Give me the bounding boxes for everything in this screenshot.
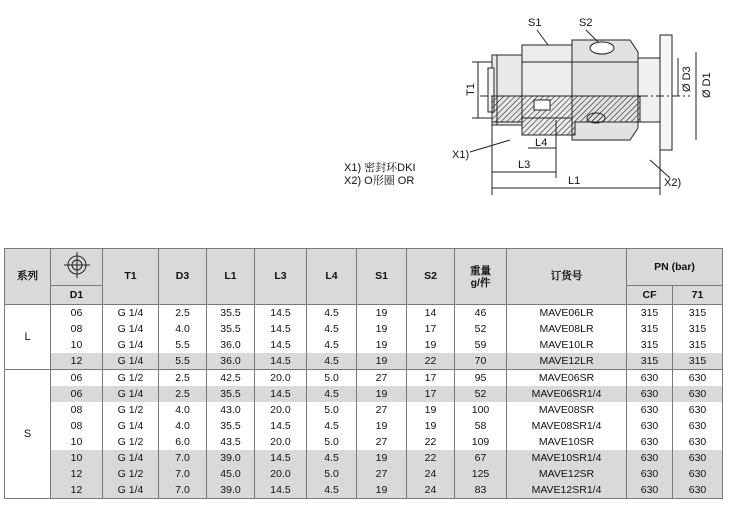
- table-cell: 27: [357, 434, 407, 450]
- table-cell: MAVE10LR: [507, 337, 627, 353]
- table-cell: 19: [407, 402, 455, 418]
- table-row: [5, 402, 723, 418]
- spec-table-body: [5, 305, 723, 499]
- table-cell: 27: [357, 466, 407, 482]
- table-cell: 630: [673, 402, 723, 418]
- table-cell: G 1/4: [103, 418, 159, 434]
- table-cell: G 1/4: [103, 386, 159, 402]
- table-cell: 24: [407, 466, 455, 482]
- table-cell: 08: [51, 402, 103, 418]
- l3-label: L3: [518, 159, 531, 171]
- table-cell: 315: [627, 305, 673, 322]
- table-cell: 12: [51, 466, 103, 482]
- table-cell: 630: [673, 466, 723, 482]
- table-cell: 630: [627, 370, 673, 387]
- table-cell: MAVE10SR: [507, 434, 627, 450]
- series-cell: S: [5, 370, 51, 499]
- table-cell: 83: [455, 482, 507, 499]
- table-cell: G 1/4: [103, 321, 159, 337]
- table-cell: 22: [407, 434, 455, 450]
- x1-label: X1): [452, 149, 470, 161]
- table-cell: 14: [407, 305, 455, 322]
- header-weight: 重量 g/件: [455, 249, 507, 305]
- table-cell: 14.5: [255, 337, 307, 353]
- table-cell: 95: [455, 370, 507, 387]
- table-cell: G 1/4: [103, 337, 159, 353]
- table-cell: G 1/4: [103, 450, 159, 466]
- table-cell: 14.5: [255, 353, 307, 370]
- table-row: [5, 466, 723, 482]
- table-cell: 14.5: [255, 450, 307, 466]
- table-cell: MAVE10SR1/4: [507, 450, 627, 466]
- table-cell: 4.5: [307, 386, 357, 402]
- table-cell: 4.5: [307, 418, 357, 434]
- table-row: [5, 482, 723, 499]
- table-cell: 7.0: [159, 450, 207, 466]
- table-row: [5, 370, 723, 387]
- header-order: 订货号: [507, 249, 627, 305]
- table-cell: 19: [357, 337, 407, 353]
- table-cell: 4.5: [307, 321, 357, 337]
- header-l3: L3: [255, 249, 307, 305]
- table-cell: 2.5: [159, 386, 207, 402]
- table-cell: G 1/4: [103, 353, 159, 370]
- table-cell: 5.0: [307, 370, 357, 387]
- table-cell: 36.0: [207, 353, 255, 370]
- table-cell: 630: [673, 386, 723, 402]
- table-cell: G 1/4: [103, 482, 159, 499]
- table-cell: 4.5: [307, 353, 357, 370]
- s2-label: S2: [579, 17, 593, 29]
- table-row: [5, 353, 723, 370]
- table-cell: 4.0: [159, 321, 207, 337]
- header-s1: S1: [357, 249, 407, 305]
- table-cell: 630: [673, 370, 723, 387]
- table-cell: 17: [407, 386, 455, 402]
- l1-label: L1: [568, 175, 581, 187]
- table-cell: 5.0: [307, 434, 357, 450]
- table-cell: 59: [455, 337, 507, 353]
- table-cell: G 1/2: [103, 434, 159, 450]
- header-t1: T1: [103, 249, 159, 305]
- table-cell: 5.5: [159, 337, 207, 353]
- table-cell: 14.5: [255, 305, 307, 322]
- table-cell: MAVE08SR1/4: [507, 418, 627, 434]
- table-cell: 4.5: [307, 305, 357, 322]
- header-d1: D1: [51, 286, 103, 305]
- table-cell: 4.5: [307, 450, 357, 466]
- table-cell: 19: [357, 353, 407, 370]
- table-cell: 12: [51, 353, 103, 370]
- table-cell: 315: [627, 321, 673, 337]
- table-cell: 630: [673, 450, 723, 466]
- table-cell: 315: [673, 353, 723, 370]
- table-cell: 43.0: [207, 402, 255, 418]
- table-cell: 10: [51, 434, 103, 450]
- table-cell: 19: [357, 305, 407, 322]
- table-cell: 35.5: [207, 305, 255, 322]
- table-cell: MAVE06SR: [507, 370, 627, 387]
- table-row: [5, 337, 723, 353]
- table-cell: 630: [627, 466, 673, 482]
- table-cell: 630: [627, 418, 673, 434]
- table-cell: 35.5: [207, 321, 255, 337]
- table-cell: G 1/2: [103, 370, 159, 387]
- table-cell: 109: [455, 434, 507, 450]
- table-cell: 5.0: [307, 402, 357, 418]
- table-cell: 20.0: [255, 402, 307, 418]
- note-x2: X2) O形圈 OR: [344, 175, 415, 187]
- table-cell: G 1/2: [103, 466, 159, 482]
- footnotes: [344, 162, 416, 188]
- header-l4: L4: [307, 249, 357, 305]
- table-cell: 19: [407, 418, 455, 434]
- table-row: [5, 418, 723, 434]
- l4-label: L4: [535, 137, 548, 149]
- table-cell: MAVE08LR: [507, 321, 627, 337]
- table-cell: 35.5: [207, 418, 255, 434]
- header-l1: L1: [207, 249, 255, 305]
- table-cell: 20.0: [255, 434, 307, 450]
- table-cell: 12: [51, 482, 103, 499]
- table-cell: 4.0: [159, 418, 207, 434]
- d3-label: Ø D3: [681, 66, 693, 92]
- table-cell: MAVE08SR: [507, 402, 627, 418]
- table-cell: 17: [407, 321, 455, 337]
- d1-icon: [51, 249, 103, 286]
- table-cell: 19: [357, 418, 407, 434]
- table-cell: 70: [455, 353, 507, 370]
- table-cell: 2.5: [159, 370, 207, 387]
- table-cell: 2.5: [159, 305, 207, 322]
- table-row: [5, 305, 723, 322]
- table-cell: 06: [51, 370, 103, 387]
- table-cell: 6.0: [159, 434, 207, 450]
- table-cell: 14.5: [255, 321, 307, 337]
- table-cell: MAVE12SR1/4: [507, 482, 627, 499]
- table-cell: 100: [455, 402, 507, 418]
- table-cell: 67: [455, 450, 507, 466]
- table-cell: 630: [673, 418, 723, 434]
- table-cell: 4.5: [307, 482, 357, 499]
- table-row: [5, 434, 723, 450]
- table-cell: 36.0: [207, 337, 255, 353]
- table-cell: 630: [627, 434, 673, 450]
- table-cell: 630: [627, 402, 673, 418]
- table-cell: 14.5: [255, 482, 307, 499]
- table-cell: 52: [455, 321, 507, 337]
- table-cell: 315: [627, 337, 673, 353]
- table-cell: 06: [51, 386, 103, 402]
- fitting-technical-drawing: [0, 0, 750, 245]
- table-cell: 27: [357, 370, 407, 387]
- table-cell: 24: [407, 482, 455, 499]
- table-cell: 58: [455, 418, 507, 434]
- table-cell: MAVE12LR: [507, 353, 627, 370]
- table-cell: 08: [51, 321, 103, 337]
- t1-label: T1: [465, 83, 477, 96]
- table-cell: 39.0: [207, 482, 255, 499]
- x2-label: X2): [664, 177, 682, 189]
- table-cell: 630: [673, 482, 723, 499]
- table-cell: 35.5: [207, 386, 255, 402]
- d1-label: Ø D1: [701, 72, 713, 98]
- table-cell: 19: [407, 337, 455, 353]
- header-series: 系列: [5, 249, 51, 305]
- table-cell: 19: [357, 386, 407, 402]
- table-cell: 5.5: [159, 353, 207, 370]
- table-cell: MAVE06SR1/4: [507, 386, 627, 402]
- table-cell: 42.5: [207, 370, 255, 387]
- table-cell: 10: [51, 450, 103, 466]
- table-cell: 10: [51, 337, 103, 353]
- table-cell: 19: [357, 450, 407, 466]
- table-cell: 20.0: [255, 466, 307, 482]
- table-cell: 4.5: [307, 337, 357, 353]
- table-cell: 315: [673, 321, 723, 337]
- table-cell: 315: [627, 353, 673, 370]
- spec-table: [4, 248, 723, 499]
- table-cell: 630: [627, 450, 673, 466]
- table-cell: 52: [455, 386, 507, 402]
- table-cell: 43.5: [207, 434, 255, 450]
- table-cell: 14.5: [255, 386, 307, 402]
- series-cell: L: [5, 305, 51, 370]
- table-cell: 45.0: [207, 466, 255, 482]
- table-cell: 7.0: [159, 466, 207, 482]
- table-cell: 4.0: [159, 402, 207, 418]
- table-cell: 630: [627, 386, 673, 402]
- table-cell: 630: [673, 434, 723, 450]
- table-cell: 5.0: [307, 466, 357, 482]
- header-s2: S2: [407, 249, 455, 305]
- table-cell: 315: [673, 337, 723, 353]
- table-cell: 46: [455, 305, 507, 322]
- table-row: [5, 450, 723, 466]
- table-cell: 19: [357, 482, 407, 499]
- table-cell: 125: [455, 466, 507, 482]
- note-x1: X1) 密封环DKI: [344, 162, 416, 174]
- table-row: [5, 386, 723, 402]
- header-71: 71: [673, 286, 723, 305]
- header-pn: PN (bar): [627, 249, 723, 286]
- table-cell: MAVE06LR: [507, 305, 627, 322]
- header-cf: CF: [627, 286, 673, 305]
- table-cell: 27: [357, 402, 407, 418]
- table-cell: 22: [407, 450, 455, 466]
- table-cell: 22: [407, 353, 455, 370]
- table-cell: 08: [51, 418, 103, 434]
- table-cell: G 1/4: [103, 305, 159, 322]
- table-cell: 315: [673, 305, 723, 322]
- table-cell: MAVE12SR: [507, 466, 627, 482]
- s1-label: S1: [528, 17, 542, 29]
- table-cell: 39.0: [207, 450, 255, 466]
- table-row: [5, 321, 723, 337]
- table-cell: 19: [357, 321, 407, 337]
- table-cell: 06: [51, 305, 103, 322]
- table-cell: 14.5: [255, 418, 307, 434]
- header-d3: D3: [159, 249, 207, 305]
- table-cell: 17: [407, 370, 455, 387]
- table-cell: 630: [627, 482, 673, 499]
- table-cell: 20.0: [255, 370, 307, 387]
- table-cell: 7.0: [159, 482, 207, 499]
- table-cell: G 1/2: [103, 402, 159, 418]
